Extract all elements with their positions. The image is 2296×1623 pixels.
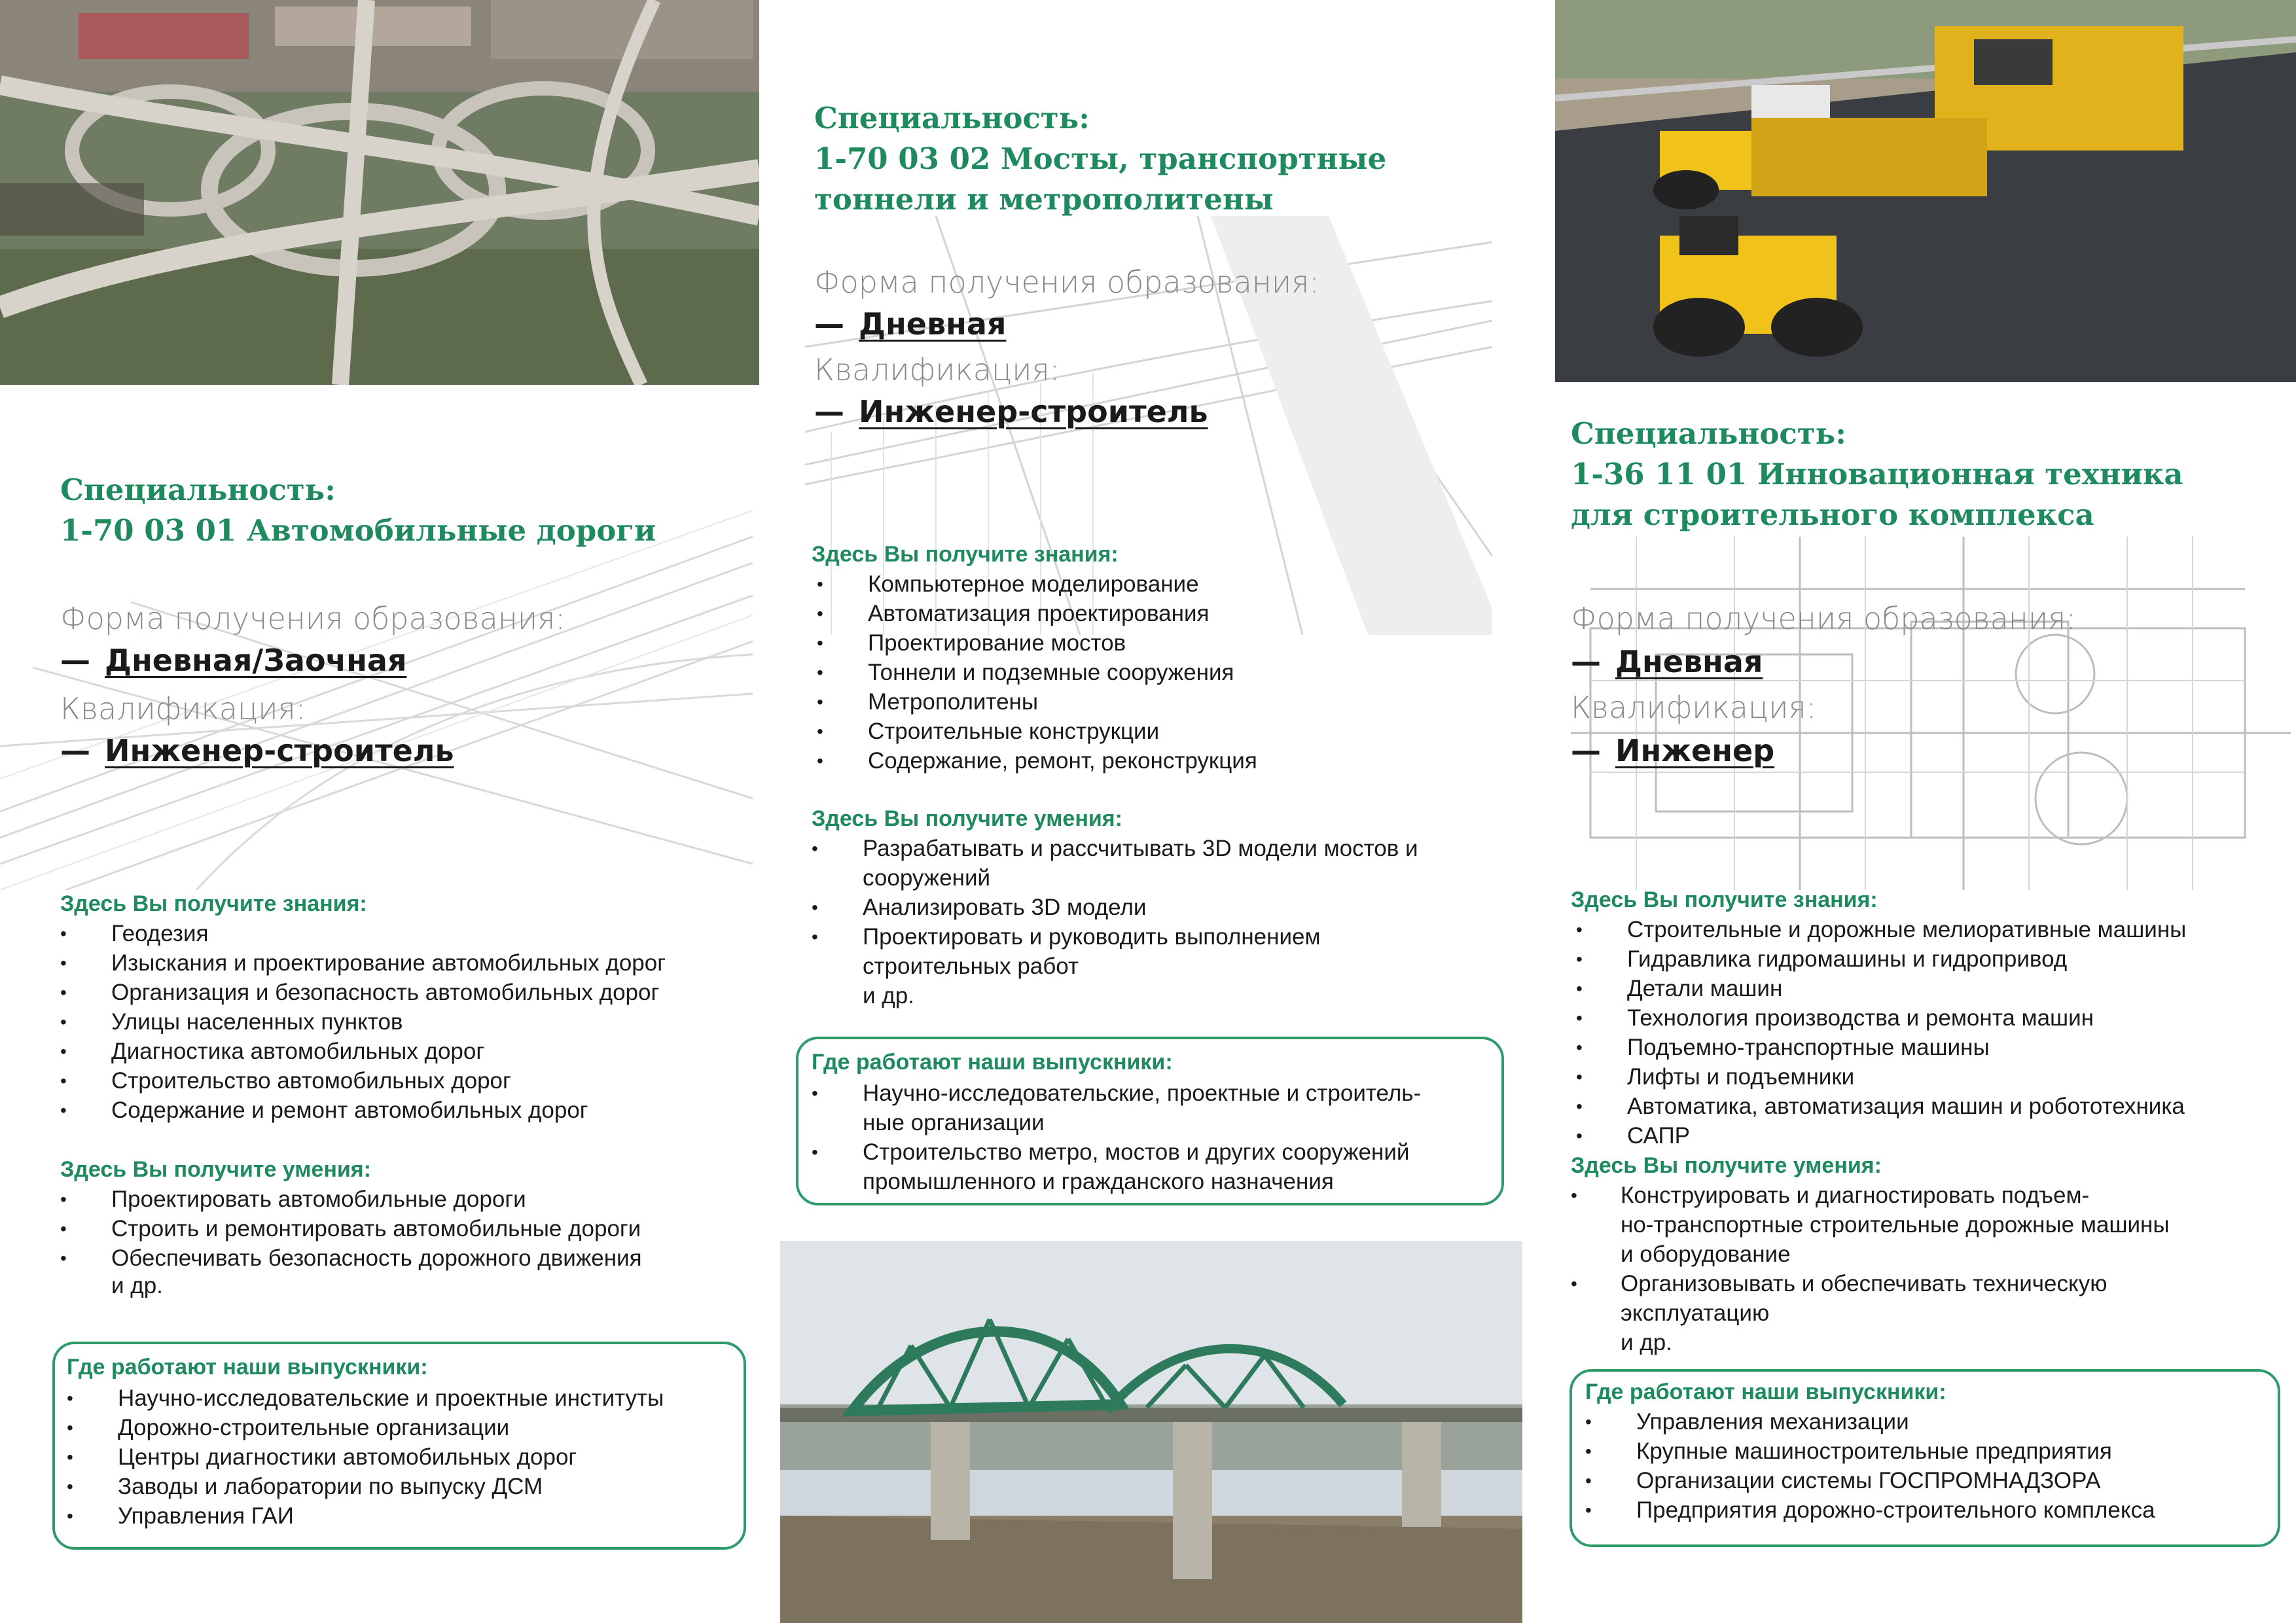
list-item: • Содержание и ремонт автомобильных дорог — [60, 1096, 754, 1125]
list-item: • Центры диагностики автомобильных дорог — [67, 1442, 734, 1472]
col2-form-value: — Дневная — [814, 306, 1007, 342]
list-item: • САПР — [1576, 1121, 2289, 1150]
list-item: • Метрополитены — [817, 687, 1498, 717]
list-item: • Тоннели и подземные сооружения — [817, 658, 1498, 687]
col1-qualification-label: Квалификация: — [60, 691, 306, 726]
list-item: • Строительство метро, мостов и других сооружений промышленного и гражданского назначения — [812, 1139, 1410, 1194]
list-item: • Содержание, ремонт, реконструкция — [817, 746, 1498, 776]
col3-qualification-value: — Инженер — [1571, 733, 1775, 768]
list-item: • Гидравлика гидромашины и гидропривод — [1576, 944, 2289, 974]
list-item: • Технология производства и ремонта машин — [1576, 1003, 2289, 1033]
col2-specialty-title: Специальность: 1-70 03 02 Мосты, транспортные тоннели и метрополитены — [814, 101, 1387, 217]
col1-skills-heading: Здесь Вы получите умения: — [60, 1157, 371, 1182]
col2-skills-heading: Здесь Вы получите умения: — [812, 806, 1122, 831]
col3-skills-heading: Здесь Вы получите умения: — [1571, 1153, 1882, 1178]
list-item: • Обеспечивать безопасность дорожного движения — [60, 1243, 754, 1273]
col2-knowledge-heading: Здесь Вы получите знания: — [812, 542, 1119, 567]
photo-road-paving-machinery — [1555, 0, 2296, 382]
list-item: • Заводы и лаборатории по выпуску ДСМ — [67, 1472, 734, 1501]
list-item: • Конструировать и диагностировать подъем- но-транспортные строительные дорожные машины и оборудование — [1571, 1183, 2170, 1267]
col3-knowledge-list — [1576, 915, 2289, 1150]
list-item: • Разрабатывать и рассчитывать 3D модели мостов и сооружений — [812, 836, 1418, 891]
col3-graduates-list — [1585, 1407, 2272, 1525]
list-item: • Строительство автомобильных дорог — [60, 1066, 754, 1096]
list-item: • Строительные конструкции — [817, 717, 1498, 746]
col2-skills-list — [812, 834, 1499, 1010]
photo-steel-truss-bridge — [780, 1241, 1522, 1623]
col1-form-label: Форма получения образования: — [60, 601, 565, 636]
list-item: • Автоматизация проектирования — [817, 599, 1498, 628]
col3-specialty-title: Специальность: 1-36 11 01 Инновационная техника для строительного комплекса — [1571, 416, 2183, 532]
list-item: • Подъемно-транспортные машины — [1576, 1033, 2289, 1062]
list-item: • Строительные и дорожные мелиоративные машины — [1576, 915, 2289, 944]
list-item: • Организовывать и обеспечивать техническую эксплуатацию и др. — [1571, 1271, 2108, 1355]
col3-graduates-box — [1570, 1369, 2280, 1547]
list-item: • Дорожно-строительные организации — [67, 1413, 734, 1442]
col1-graduates-heading: Где работают наши выпускники: — [67, 1355, 428, 1380]
col2-qualification-value: — Инженер-строитель — [814, 394, 1208, 429]
col1-graduates-box — [52, 1342, 746, 1550]
col3-graduates-heading: Где работают наши выпускники: — [1585, 1380, 1946, 1404]
list-item: • Геодезия — [60, 919, 754, 948]
col2-form-label: Форма получения образования: — [814, 264, 1319, 300]
list-item: • Улицы населенных пунктов — [60, 1007, 754, 1037]
list-item: • Проектирование мостов — [817, 628, 1498, 658]
list-item: • Компьютерное моделирование — [817, 569, 1498, 599]
list-item: • Организация и безопасность автомобильных дорог — [60, 978, 754, 1007]
list-item: • Управления ГАИ — [67, 1501, 734, 1531]
list-item: • Автоматика, автоматизация машин и робототехника — [1576, 1092, 2289, 1121]
col1-specialty-title: Специальность: 1-70 03 01 Автомобильные дороги — [60, 473, 656, 548]
col3-knowledge-heading: Здесь Вы получите знания: — [1571, 887, 1878, 912]
col2-graduates-list — [812, 1079, 1492, 1196]
list-item: • Анализировать 3D модели — [812, 895, 1147, 920]
list-item: • Научно-исследовательские, проектные и строитель- ные организации — [812, 1080, 1422, 1135]
col1-skills-list — [60, 1185, 754, 1273]
list-item: • Крупные машиностроительные предприятия — [1585, 1436, 2272, 1466]
list-item: • Научно-исследовательские и проектные институты — [67, 1383, 734, 1413]
list-item: • Организации системы ГОСПРОМНАДЗОРА — [1585, 1466, 2272, 1495]
list-item: • Строить и ремонтировать автомобильные дороги — [60, 1214, 754, 1243]
list-item: • Изыскания и проектирование автомобильных дорог — [60, 948, 754, 978]
list-item: • Управления механизации — [1585, 1407, 2272, 1436]
col1-skills-tail: и др. — [111, 1273, 163, 1298]
col2-graduates-heading: Где работают наши выпускники: — [812, 1050, 1173, 1075]
col1-knowledge-list — [60, 919, 754, 1125]
col1-qualification-value: — Инженер-строитель — [60, 733, 454, 768]
col3-form-value: — Дневная — [1571, 644, 1763, 679]
photo-highway-interchange — [0, 0, 759, 385]
col3-form-label: Форма получения образования: — [1571, 601, 2076, 636]
list-item: • Лифты и подъемники — [1576, 1062, 2289, 1092]
list-item: • Детали машин — [1576, 974, 2289, 1003]
col2-qualification-label: Квалификация: — [814, 352, 1060, 387]
col3-qualification-label: Квалификация: — [1571, 690, 1817, 725]
col1-graduates-list — [67, 1383, 734, 1531]
col1-knowledge-heading: Здесь Вы получите знания: — [60, 891, 367, 916]
list-item: • Диагностика автомобильных дорог — [60, 1037, 754, 1066]
list-item: • Проектировать автомобильные дороги — [60, 1185, 754, 1214]
col2-graduates-box — [796, 1037, 1504, 1205]
list-item: • Предприятия дорожно-строительного комплекса — [1585, 1495, 2272, 1525]
col3-skills-list — [1571, 1181, 2284, 1357]
col2-knowledge-list — [817, 569, 1498, 776]
col1-form-value: — Дневная/Заочная — [60, 643, 407, 678]
list-item: • Проектировать и руководить выполнением строительных работ и др. — [812, 924, 1321, 1008]
